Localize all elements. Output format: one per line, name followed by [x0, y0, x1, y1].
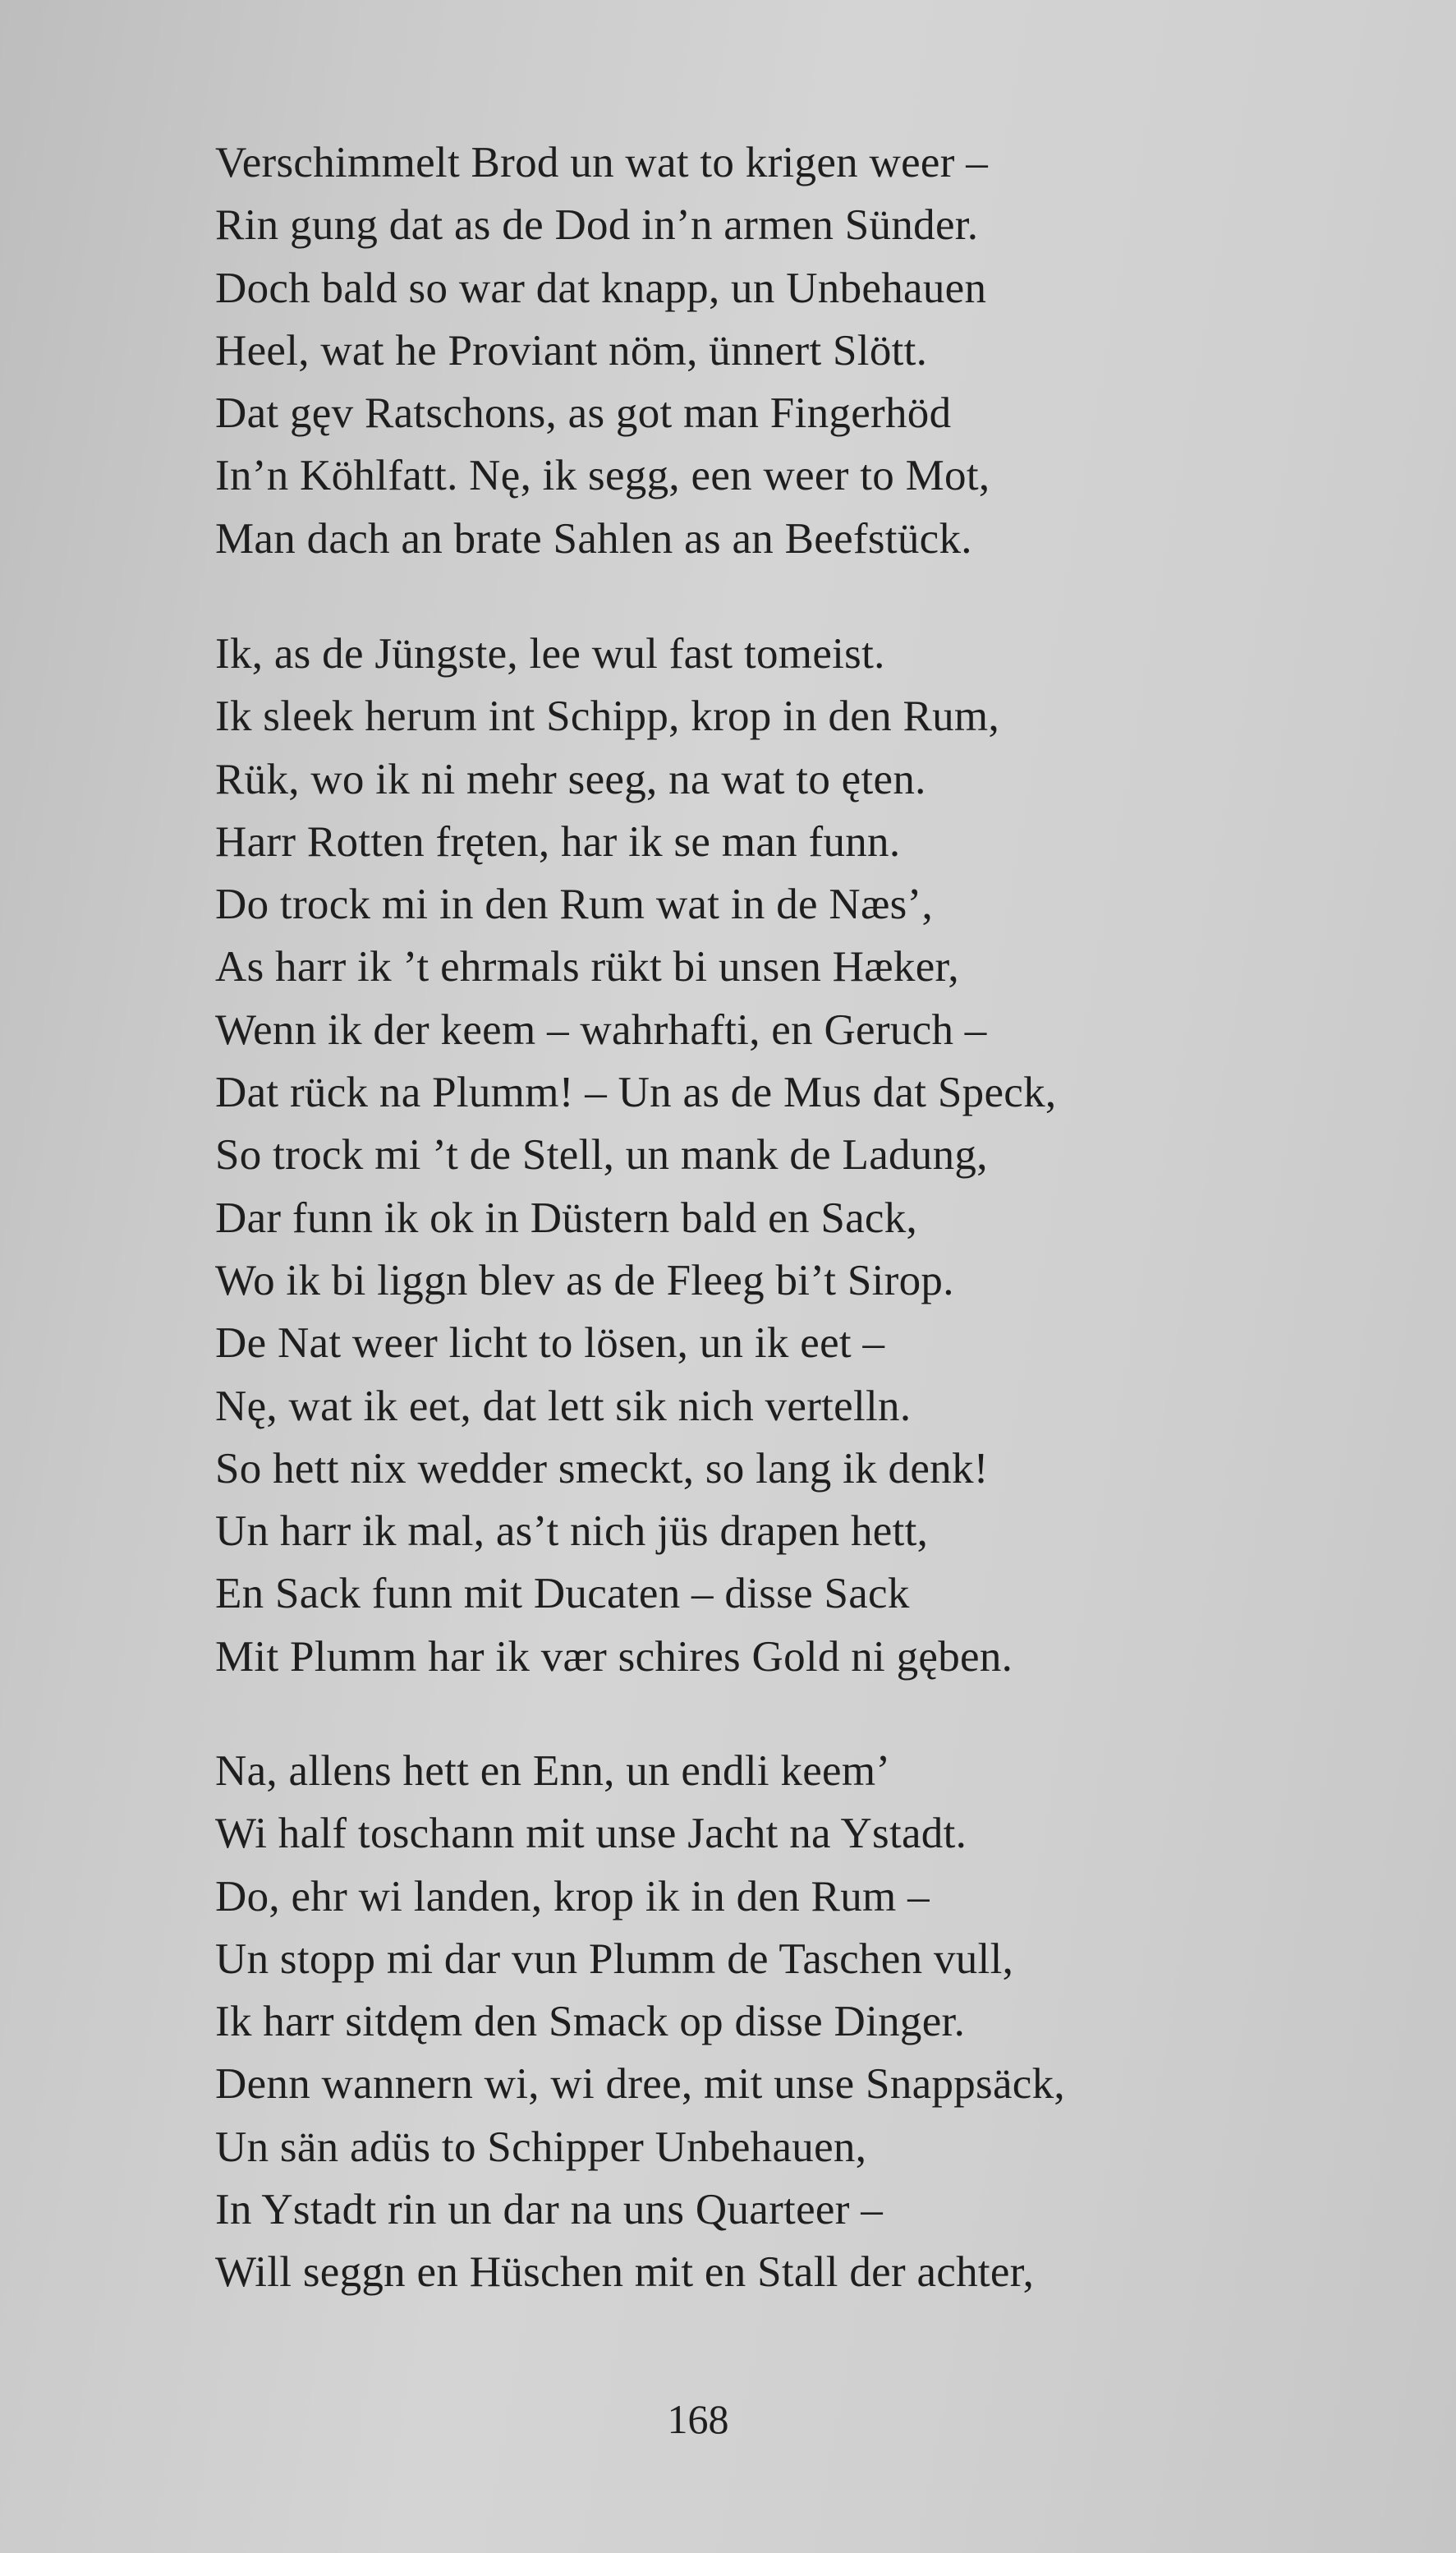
- verse-line: Do trock mi in den Rum wat in de Næs’,: [215, 881, 934, 929]
- verse-line: Un sän adüs to Schipper Unbehauen,: [215, 2123, 867, 2171]
- verse-line: De Nat weer licht to lösen, un ik eet –: [215, 1319, 885, 1368]
- verse-line: En Sack funn mit Ducaten – disse Sack: [215, 1570, 910, 1618]
- verse-line: Rük, wo ik ni mehr seeg, na wat to ęten.: [215, 755, 926, 803]
- page-number: 168: [667, 2396, 729, 2442]
- verse-line: As harr ik ’t ehrmals rükt bi unsen Hæker,: [215, 943, 959, 991]
- verse-line: Un harr ik mal, as’t nich jüs drapen hett,: [215, 1507, 929, 1556]
- verse-line: Do, ehr wi landen, krop ik in den Rum –: [215, 1872, 930, 1920]
- verse-line: Dat gęv Ratschons, as got man Fingerhöd: [215, 389, 952, 438]
- verse-line: Na, allens hett en Enn, un endli keem’: [215, 1747, 891, 1795]
- verse-line: Ik sleek herum int Schipp, krop in den Rum,: [215, 692, 999, 741]
- verse-line: So hett nix wedder smeckt, so lang ik denk!: [215, 1444, 989, 1493]
- verse-line: Un stopp mi dar vun Plumm de Taschen vull,: [215, 1934, 1014, 1983]
- verse-line: Harr Rotten fręten, har ik se man funn.: [215, 817, 901, 866]
- verse-line: Ik harr sitdęm den Smack op disse Dinger.: [215, 1998, 966, 2046]
- verse-line: In Ystadt rin un dar na uns Quarteer –: [215, 2186, 884, 2234]
- stanza-3: [215, 1740, 1065, 2304]
- verse-line: In’n Köhlfatt. Nę, ik segg, een weer to Mot,: [215, 452, 990, 500]
- verse-line: Heel, wat he Proviant nöm, ünnert Slött.: [215, 326, 928, 375]
- verse-line: Wenn ik der keem – wahrhafti, en Geruch –: [215, 1005, 987, 1054]
- verse-line: So trock mi ’t de Stell, un mank de Ladung,: [215, 1131, 988, 1180]
- verse-line: Nę, wat ik eet, dat lett sik nich vertelln.: [215, 1382, 912, 1430]
- verse-line: Mit Plumm har ik vær schires Gold ni gęben.: [215, 1632, 1013, 1681]
- verse-line: Denn wannern wi, wi dree, mit unse Snappsäck,: [215, 2060, 1065, 2109]
- verse-line: Wo ik bi liggn blev as de Fleeg bi’t Sirop.: [215, 1256, 954, 1304]
- verse-line: Doch bald so war dat knapp, un Unbehauen: [215, 264, 987, 312]
- verse-line: Wi half toschann mit unse Jacht na Ystadt.: [215, 1810, 967, 1858]
- verse-line: Verschimmelt Brod un wat to krigen weer –: [215, 139, 989, 186]
- verse-line: Man dach an brate Sahlen as an Beefstück.: [215, 514, 972, 563]
- verse-line: Rin gung dat as de Dod in’n armen Sünder.: [215, 201, 979, 250]
- verse-line: Dar funn ik ok in Düstern bald en Sack,: [215, 1194, 918, 1242]
- verse-line: Dat rück na Plumm! – Un as de Mus dat Speck,: [215, 1069, 1057, 1117]
- stanza-2: [215, 623, 1056, 1688]
- verse-line: Will seggn en Hüschen mit en Stall der achter,: [215, 2248, 1035, 2297]
- verse-line: Ik, as de Jüngste, lee wul fast tomeist.: [215, 630, 885, 678]
- stanza-1: [215, 131, 990, 570]
